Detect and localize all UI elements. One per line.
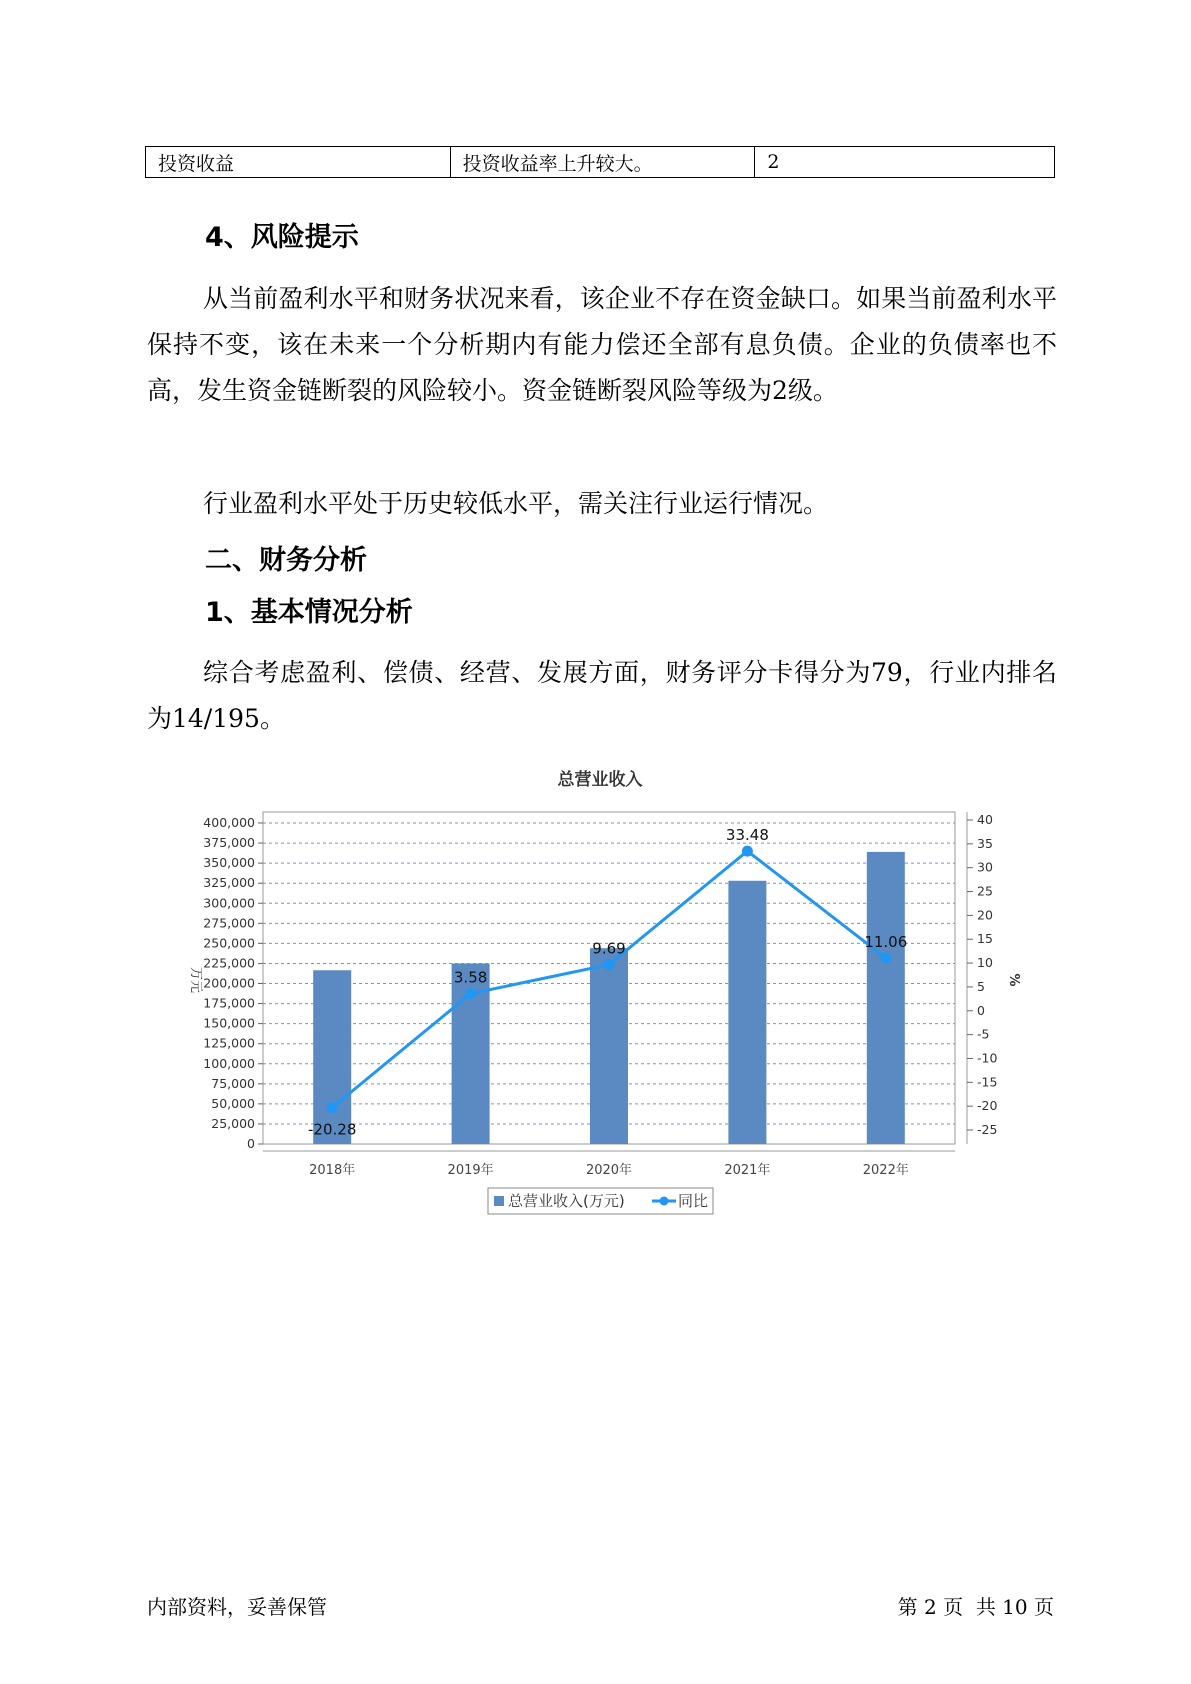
risk-paragraph-2-text: 行业盈利水平处于历史较低水平，需关注行业运行情况。 xyxy=(203,489,829,518)
left-tick-label: 350,000 xyxy=(203,855,255,871)
right-axis-title: % xyxy=(1006,973,1021,987)
basic-analysis-paragraph-text: 综合考虑盈利、偿债、经营、发展方面，财务评分卡得分为79，行业内排名为14/195。 xyxy=(147,658,1057,733)
right-tick-label: 10 xyxy=(977,955,993,971)
right-tick-label: 35 xyxy=(977,835,993,851)
right-tick-label: 20 xyxy=(977,907,993,923)
left-tick-label: 200,000 xyxy=(203,975,255,991)
table-cell: 2 xyxy=(755,147,1055,178)
chart-title: 总营业收入 xyxy=(557,770,643,790)
right-tick-label: 5 xyxy=(977,978,985,994)
bar xyxy=(728,881,766,1144)
table-cell: 投资收益 xyxy=(146,147,451,178)
left-tick-label: 225,000 xyxy=(203,955,255,971)
yoy-point xyxy=(604,959,615,970)
left-tick-label: 275,000 xyxy=(203,915,255,931)
x-tick-label: 2019年 xyxy=(447,1163,494,1178)
right-tick-label: -5 xyxy=(977,1026,990,1042)
legend-line-marker xyxy=(660,1197,669,1206)
left-tick-label: 250,000 xyxy=(203,935,255,951)
bar xyxy=(590,948,628,1144)
left-tick-label: 100,000 xyxy=(203,1055,255,1071)
left-tick-label: 0 xyxy=(247,1136,255,1151)
legend-bar-label: 总营业收入(万元) xyxy=(508,1192,625,1210)
right-tick-label: 0 xyxy=(977,1002,985,1018)
data-label: -20.28 xyxy=(308,1120,357,1139)
chart-legend xyxy=(488,1188,713,1214)
data-label: 9.69 xyxy=(592,939,626,958)
left-axis-title: 万元 xyxy=(188,966,203,994)
right-tick-label: -25 xyxy=(977,1122,998,1137)
right-tick-label: 15 xyxy=(977,931,993,947)
financial-analysis-heading: 二、财务分析 xyxy=(205,545,367,576)
left-tick-label: 75,000 xyxy=(211,1075,255,1091)
legend-bar-swatch xyxy=(494,1196,504,1206)
x-tick-label: 2018年 xyxy=(309,1163,356,1178)
right-tick-label: -15 xyxy=(977,1074,998,1090)
footer-confidential: 内部资料，妥善保管 xyxy=(147,1595,327,1619)
bar xyxy=(867,852,905,1144)
left-tick-label: 400,000 xyxy=(203,815,255,830)
data-label: 3.58 xyxy=(453,968,488,987)
table-cell: 投资收益率上升较大。 xyxy=(450,147,755,178)
right-tick-label: 25 xyxy=(977,883,993,899)
right-axis xyxy=(967,812,997,1144)
yoy-point xyxy=(465,988,476,999)
yoy-point xyxy=(880,953,891,964)
left-axis xyxy=(203,815,263,1151)
yoy-point xyxy=(742,846,753,857)
basic-analysis-heading: 1、基本情况分析 xyxy=(205,597,413,628)
page-number: 第 2 页 共 10 页 xyxy=(897,1595,1054,1619)
right-tick-label: 40 xyxy=(977,812,993,827)
left-tick-label: 325,000 xyxy=(203,875,255,891)
data-label: 33.48 xyxy=(725,826,769,845)
x-tick-label: 2022年 xyxy=(862,1163,909,1178)
x-tick-label: 2021年 xyxy=(724,1163,771,1178)
data-label: 11.06 xyxy=(864,933,908,952)
risk-heading: 4、风险提示 xyxy=(205,222,359,253)
right-tick-label: -10 xyxy=(977,1050,998,1066)
left-tick-label: 300,000 xyxy=(203,895,255,911)
left-tick-label: 25,000 xyxy=(211,1115,255,1131)
left-tick-label: 175,000 xyxy=(203,995,255,1011)
left-tick-label: 375,000 xyxy=(203,835,255,851)
x-axis xyxy=(263,1151,955,1178)
right-tick-label: 30 xyxy=(977,859,993,875)
right-tick-label: -20 xyxy=(977,1098,998,1114)
left-tick-label: 50,000 xyxy=(211,1095,255,1111)
legend-line-label: 同比 xyxy=(678,1192,709,1210)
left-tick-label: 150,000 xyxy=(203,1015,255,1031)
risk-paragraph-1-text: 从当前盈利水平和财务状况来看，该企业不存在资金缺口。如果当前盈利水平保持不变，该在未来一个分析期内有能力偿还全部有息负债。企业的负债率也不高，发生资金链断裂的风险较小。资金链断裂风险等级为2级。 xyxy=(147,284,1057,405)
left-tick-label: 125,000 xyxy=(203,1035,255,1051)
x-tick-label: 2020年 xyxy=(585,1163,633,1178)
bar xyxy=(313,970,351,1144)
yoy-point xyxy=(327,1102,338,1113)
